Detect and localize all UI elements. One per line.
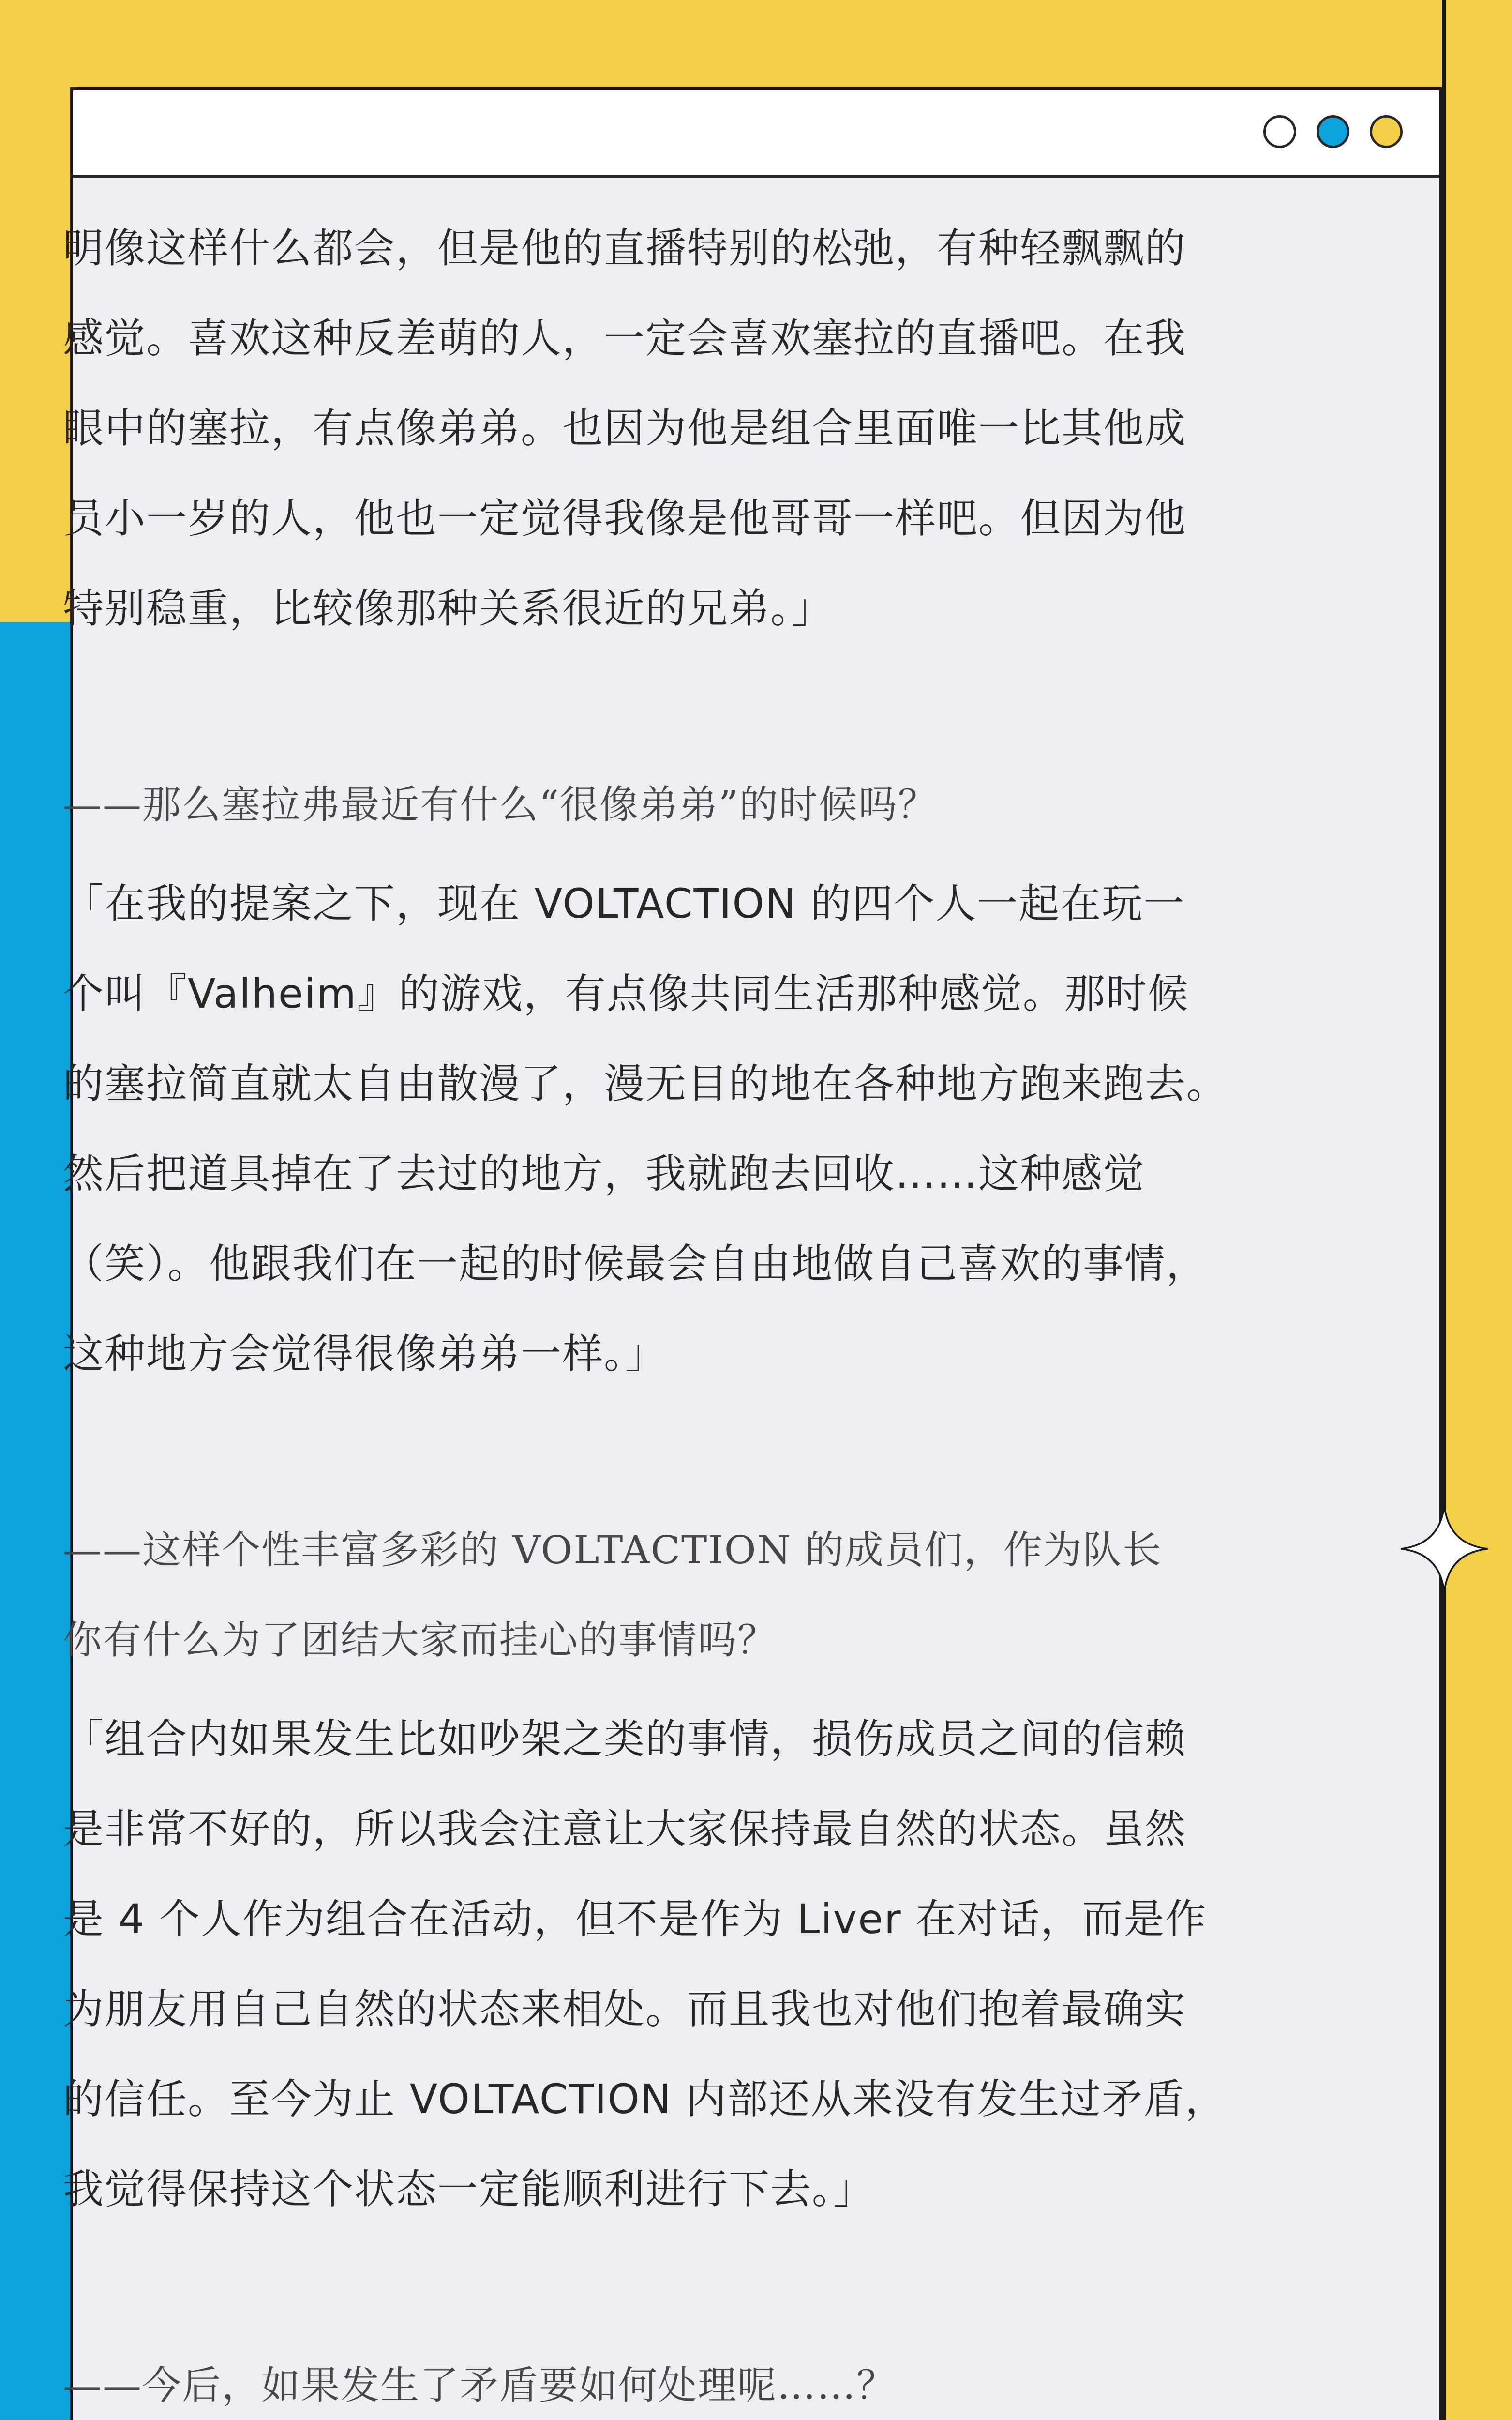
question-2: ——这样个性丰富多彩的 VOLTACTION 的成员们，作为队长 你有什么为了团结大家而挂心的事情吗？ — [63, 1528, 1162, 1663]
window-titlebar — [73, 90, 1439, 178]
white-dot-icon — [1263, 115, 1296, 148]
question-3: ——今后，如果发生了矛盾要如何处理呢……？ — [63, 2363, 896, 2408]
right-divider-line — [1442, 0, 1446, 2420]
answer-paragraph-3: 「组合内如果发生比如吵架之类的事情，损伤成员之间的信赖 是非常不好的，所以我会注意让大家保持最自然的状态。虽然 是 4 个人作为组合在活动，但不是作为 Liver 在对话，而是作 为朋友用自己自然的状态来相处。而且我也对他们抱着最确实 的信任。至今为止 VOLTACTION 内部还从来没有发生过矛盾， 我觉得保持这个状态一定能顺利进行下去。」 — [63, 1715, 1227, 2213]
answer-paragraph-1: 明像这样什么都会，但是他的直播特别的松弛，有种轻飘飘的 感觉。喜欢这种反差萌的人，一定会喜欢塞拉的直播吧。在我 眼中的塞拉，有点像弟弟。也因为他是组合里面唯一比其他成 员小一岁的人，他也一定觉得我像是他哥哥一样吧。但因为他 特别稳重，比较像那种关系很近的兄弟。」 — [63, 225, 1187, 632]
question-1: ——那么塞拉弗最近有什么“很像弟弟”的时候吗？ — [63, 782, 938, 827]
right-yellow-column — [1446, 0, 1512, 2420]
left-blue-stripe — [0, 622, 73, 2420]
article-body — [63, 203, 1306, 2420]
sparkle-icon-right — [1401, 1505, 1488, 1592]
blue-dot-icon — [1317, 115, 1349, 148]
yellow-dot-icon — [1370, 115, 1403, 148]
answer-paragraph-2: 「在我的提案之下，现在 VOLTACTION 的四个人一起在玩一 个叫『Valheim』的游戏，有点像共同生活那种感觉。那时候 的塞拉简直就太自由散漫了，漫无目的地在各种地方跑来跑去。 然后把道具掉在了去过的地方，我就跑去回收……这种感觉 （笑）。他跟我们在一起的时候最会自由地做自己喜欢的事情， 这种地方会觉得很像弟弟一样。」 — [63, 880, 1228, 1377]
